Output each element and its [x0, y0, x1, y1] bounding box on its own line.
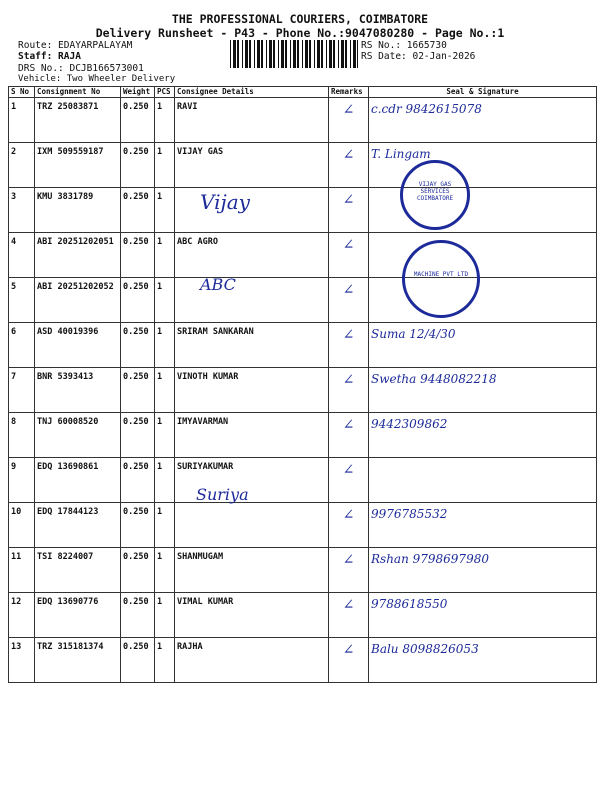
- row-consignee: [175, 503, 329, 548]
- table-row: [9, 368, 597, 413]
- row-sno: 5: [9, 278, 35, 323]
- row-consignment: TSI 8224007: [35, 548, 121, 593]
- row-pcs: 1: [155, 503, 175, 548]
- row-sno: 13: [9, 638, 35, 683]
- barcode-bar: [345, 40, 347, 68]
- barcode-bar: [329, 40, 332, 68]
- row-consignee: [175, 188, 329, 233]
- barcode-bar: [290, 40, 291, 68]
- barcode-bar: [297, 40, 299, 68]
- row-sno: 2: [9, 143, 35, 188]
- barcode-bar: [278, 40, 279, 68]
- table-row: [9, 143, 597, 188]
- barcode-bar: [338, 40, 339, 68]
- table-row: [9, 593, 597, 638]
- col-consignee: Consignee Details: [175, 87, 329, 98]
- handwritten-abc: ABC: [200, 275, 236, 294]
- barcode-bar: [269, 40, 272, 68]
- table-row: [9, 278, 597, 323]
- barcode-bar: [321, 40, 323, 68]
- row-signature: [369, 458, 597, 503]
- row-remark: ∠: [329, 188, 369, 233]
- row-signature: Balu 8098826053: [369, 638, 597, 683]
- barcode-bar: [249, 40, 251, 68]
- row-pcs: 1: [155, 413, 175, 458]
- col-remarks: Remarks: [329, 87, 369, 98]
- barcode-bar: [309, 40, 311, 68]
- row-sno: 7: [9, 368, 35, 413]
- row-weight: 0.250: [121, 188, 155, 233]
- row-remark: ∠: [329, 368, 369, 413]
- row-remark: ∠: [329, 593, 369, 638]
- row-pcs: 1: [155, 323, 175, 368]
- row-weight: 0.250: [121, 368, 155, 413]
- row-consignment: ASD 40019396: [35, 323, 121, 368]
- table-row: [9, 638, 597, 683]
- row-weight: 0.250: [121, 143, 155, 188]
- row-weight: 0.250: [121, 458, 155, 503]
- barcode-bar: [317, 40, 320, 68]
- row-signature: 9788618550: [369, 593, 597, 638]
- row-sno: 11: [9, 548, 35, 593]
- row-remark: ∠: [329, 638, 369, 683]
- row-consignment: ABI 20251202052: [35, 278, 121, 323]
- barcode-bar: [230, 40, 231, 68]
- col-pcs: PCS: [155, 87, 175, 98]
- row-consignment: TRZ 315181374: [35, 638, 121, 683]
- row-consignee: VIJAY GAS: [175, 143, 329, 188]
- row-consignee: VINOTH KUMAR: [175, 368, 329, 413]
- barcode-bar: [293, 40, 296, 68]
- barcode-bar: [254, 40, 255, 68]
- rs-number: RS No.: 1665730: [361, 40, 447, 51]
- row-remark: ∠: [329, 458, 369, 503]
- route-label: Route: EDAYARPALAYAM: [18, 40, 133, 51]
- row-remark: ∠: [329, 98, 369, 143]
- table-row: [9, 233, 597, 278]
- row-weight: 0.250: [121, 323, 155, 368]
- col-signature: Seal & Signature: [369, 87, 597, 98]
- row-consignee: SURIYAKUMAR: [175, 458, 329, 503]
- row-sno: 12: [9, 593, 35, 638]
- col-consignment: Consignment No: [35, 87, 121, 98]
- row-consignee: VIMAL KUMAR: [175, 593, 329, 638]
- rs-date: RS Date: 02-Jan-2026: [361, 51, 476, 62]
- staff-label: Staff: RAJA: [18, 51, 81, 62]
- row-weight: 0.250: [121, 638, 155, 683]
- row-signature: 9442309862: [369, 413, 597, 458]
- row-remark: ∠: [329, 413, 369, 458]
- barcode-bar: [305, 40, 308, 68]
- row-consignment: EDQ 13690861: [35, 458, 121, 503]
- barcode-bar: [237, 40, 239, 68]
- row-consignee: SHANMUGAM: [175, 548, 329, 593]
- handwritten-suriya: Suriya: [196, 485, 249, 504]
- barcode-bar: [302, 40, 303, 68]
- barcode-bar: [273, 40, 275, 68]
- vehicle-label: Vehicle: Two Wheeler Delivery: [18, 74, 176, 84]
- barcode-bar: [281, 40, 284, 68]
- row-remark: ∠: [329, 278, 369, 323]
- row-weight: 0.250: [121, 593, 155, 638]
- row-pcs: 1: [155, 188, 175, 233]
- barcode-bar: [314, 40, 315, 68]
- barcode-bar: [353, 40, 356, 68]
- barcode-bar: [341, 40, 344, 68]
- row-signature: Swetha 9448082218: [369, 368, 597, 413]
- row-consignee: RAJHA: [175, 638, 329, 683]
- row-sno: 4: [9, 233, 35, 278]
- row-weight: 0.250: [121, 503, 155, 548]
- row-signature: T. Lingam: [369, 143, 597, 188]
- row-remark: ∠: [329, 233, 369, 278]
- row-remark: ∠: [329, 548, 369, 593]
- row-pcs: 1: [155, 98, 175, 143]
- row-pcs: 1: [155, 143, 175, 188]
- row-remark: ∠: [329, 323, 369, 368]
- row-consignment: EDQ 13690776: [35, 593, 121, 638]
- barcode-image: [230, 40, 358, 68]
- barcode-bar: [233, 40, 236, 68]
- row-consignment: TRZ 25083871: [35, 98, 121, 143]
- company-seal-stamp: MACHINE PVT LTD: [402, 240, 480, 318]
- table-row: [9, 548, 597, 593]
- row-pcs: 1: [155, 548, 175, 593]
- row-signature: Rshan 9798697980: [369, 548, 597, 593]
- table-row: [9, 413, 597, 458]
- row-consignee: ABC AGRO: [175, 233, 329, 278]
- row-consignee: SRIRAM SANKARAN: [175, 323, 329, 368]
- barcode-bar: [245, 40, 248, 68]
- row-signature: c.cdr 9842615078: [369, 98, 597, 143]
- barcode-bar: [333, 40, 335, 68]
- row-remark: ∠: [329, 143, 369, 188]
- table-row: [9, 188, 597, 233]
- row-consignment: TNJ 60008520: [35, 413, 121, 458]
- row-pcs: 1: [155, 278, 175, 323]
- row-consignment: ABI 20251202051: [35, 233, 121, 278]
- barcode-bar: [350, 40, 351, 68]
- row-weight: 0.250: [121, 548, 155, 593]
- row-pcs: 1: [155, 458, 175, 503]
- row-sno: 8: [9, 413, 35, 458]
- row-weight: 0.250: [121, 413, 155, 458]
- barcode-bar: [261, 40, 263, 68]
- barcode-bar: [266, 40, 267, 68]
- drs-number: DRS No.: DCJB166573001: [18, 63, 144, 74]
- row-consignee: RAVI: [175, 98, 329, 143]
- row-consignee: [175, 278, 329, 323]
- row-pcs: 1: [155, 368, 175, 413]
- row-consignment: IXM 509559187: [35, 143, 121, 188]
- row-pcs: 1: [155, 593, 175, 638]
- row-consignment: BNR 5393413: [35, 368, 121, 413]
- row-sno: 10: [9, 503, 35, 548]
- table-row: [9, 503, 597, 548]
- barcode-bar: [257, 40, 260, 68]
- runsheet-table: [8, 86, 597, 683]
- vijay-gas-stamp: VIJAY GAS SERVICES COIMBATORE: [400, 160, 470, 230]
- barcode-bar: [357, 40, 358, 68]
- runsheet-subtitle: Delivery Runsheet - P43 - Phone No.:9047080280 - Page No.:1: [95, 26, 505, 40]
- row-weight: 0.250: [121, 233, 155, 278]
- table-row: [9, 458, 597, 503]
- barcode-bar: [326, 40, 327, 68]
- table-row: [9, 323, 597, 368]
- row-signature: 9976785532: [369, 503, 597, 548]
- col-weight: Weight: [121, 87, 155, 98]
- row-consignment: EDQ 17844123: [35, 503, 121, 548]
- row-sno: 6: [9, 323, 35, 368]
- row-pcs: 1: [155, 638, 175, 683]
- row-sno: 9: [9, 458, 35, 503]
- row-sno: 1: [9, 98, 35, 143]
- row-consignee: IMYAVARMAN: [175, 413, 329, 458]
- row-consignment: KMU 3831789: [35, 188, 121, 233]
- row-signature: Suma 12/4/30: [369, 323, 597, 368]
- handwritten-vijay: Vijay: [200, 190, 250, 214]
- row-remark: ∠: [329, 503, 369, 548]
- table-header-row: [9, 87, 597, 98]
- col-sno: S No: [9, 87, 35, 98]
- row-pcs: 1: [155, 233, 175, 278]
- table-row: [9, 98, 597, 143]
- row-weight: 0.250: [121, 278, 155, 323]
- row-sno: 3: [9, 188, 35, 233]
- company-title: THE PROFESSIONAL COURIERS, COIMBATORE: [171, 12, 429, 26]
- row-weight: 0.250: [121, 98, 155, 143]
- barcode-bar: [242, 40, 243, 68]
- barcode-bar: [285, 40, 287, 68]
